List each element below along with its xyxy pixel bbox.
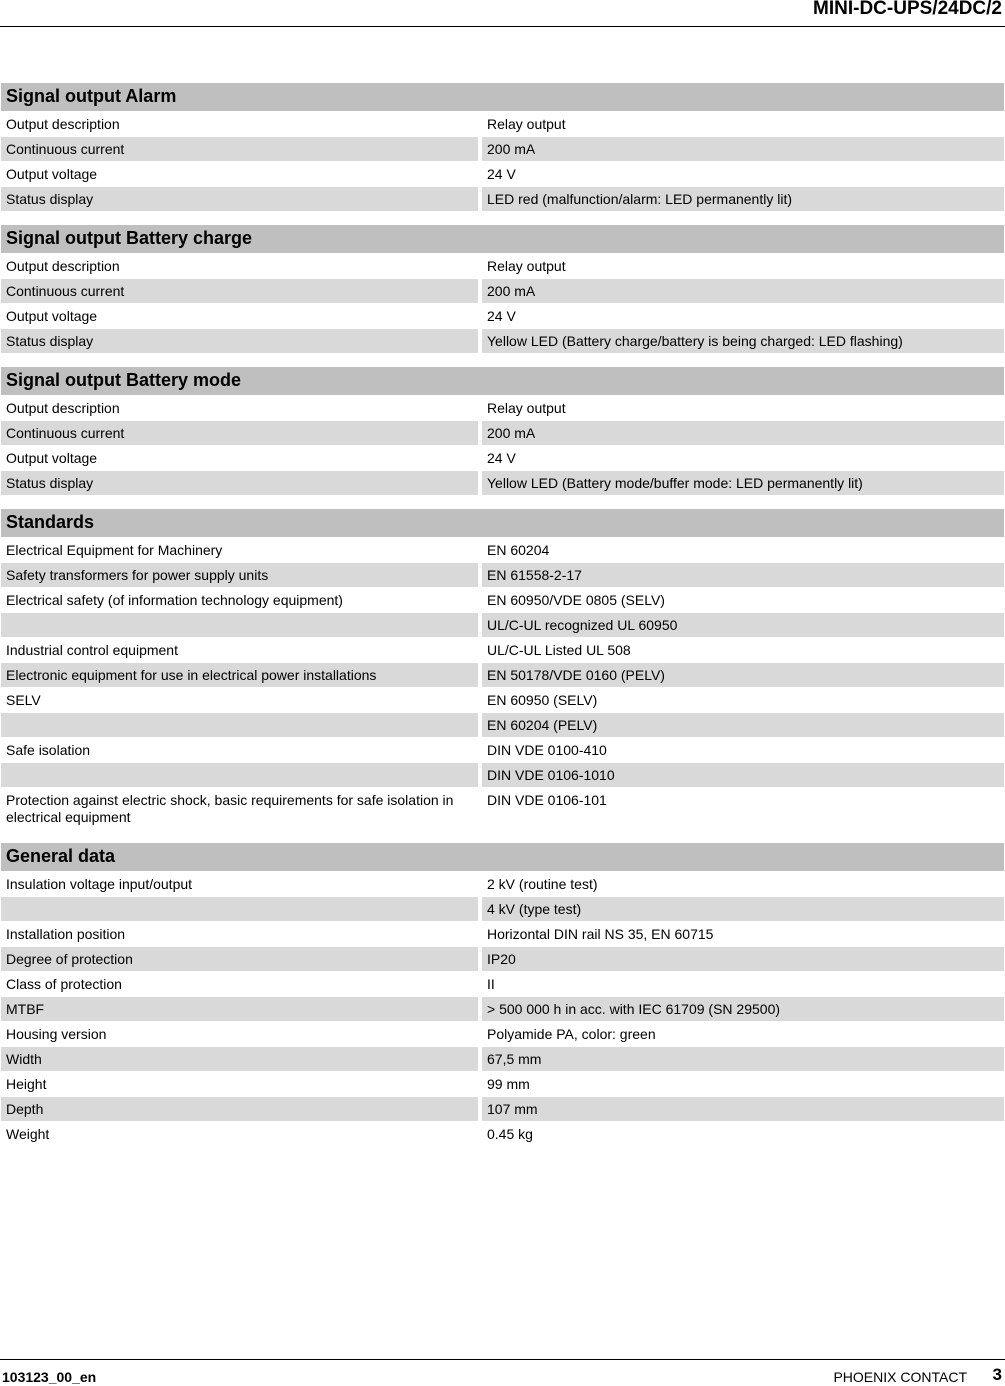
property-value: 0.45 kg xyxy=(487,1126,533,1142)
property-label: Output voltage xyxy=(6,308,98,324)
table-row xyxy=(1,471,1004,495)
table-row xyxy=(1,613,1004,637)
property-label: Status display xyxy=(1,187,478,211)
property-value: 200 mA xyxy=(482,279,1004,303)
table-row xyxy=(1,421,1004,445)
section-title: Signal output Alarm xyxy=(1,83,1004,111)
page-header xyxy=(0,0,1005,27)
property-value: 4 kV (type test) xyxy=(482,897,1004,921)
table-row xyxy=(1,1122,1004,1146)
table-row xyxy=(1,329,1004,353)
property-label: Class of protection xyxy=(6,976,122,992)
table-row xyxy=(1,396,1004,420)
table-row xyxy=(1,922,1004,946)
section xyxy=(1,367,1004,495)
property-value: > 500 000 h in acc. with IEC 61709 (SN 29500) xyxy=(482,997,1004,1021)
table-row xyxy=(1,538,1004,562)
property-value: DIN VDE 0106-101 xyxy=(487,792,607,808)
property-label: Depth xyxy=(1,1097,478,1121)
section-title: Signal output Battery mode xyxy=(1,367,1004,395)
property-label: Installation position xyxy=(6,926,126,942)
property-label: Weight xyxy=(6,1126,50,1142)
property-label xyxy=(1,763,478,787)
property-value: EN 61558-2-17 xyxy=(482,563,1004,587)
property-label: Safe isolation xyxy=(6,742,91,758)
property-label: SELV xyxy=(6,692,41,708)
property-label: Continuous current xyxy=(1,279,478,303)
property-label: Degree of protection xyxy=(1,947,478,971)
property-label: Electrical Equipment for Machinery xyxy=(6,542,223,558)
property-label: Electronic equipment for use in electrical power installations xyxy=(1,663,478,687)
document-number: 103123_00_en xyxy=(2,1369,97,1385)
table-row xyxy=(1,137,1004,161)
property-value: EN 60950/VDE 0805 (SELV) xyxy=(487,592,665,608)
table-row xyxy=(1,1072,1004,1096)
property-value: EN 60204 (PELV) xyxy=(482,713,1004,737)
property-value: DIN VDE 0106-1010 xyxy=(482,763,1004,787)
property-value: 24 V xyxy=(487,166,516,182)
property-label: Output voltage xyxy=(6,166,98,182)
property-value: Yellow LED (Battery charge/battery is being charged: LED flashing) xyxy=(482,329,1004,353)
table-row xyxy=(1,563,1004,587)
property-value: 99 mm xyxy=(487,1076,530,1092)
property-label: Output description xyxy=(6,400,120,416)
property-value: Relay output xyxy=(487,400,566,416)
company-name: PHOENIX CONTACT xyxy=(833,1369,967,1385)
property-label xyxy=(1,613,478,637)
property-value: 107 mm xyxy=(482,1097,1004,1121)
section xyxy=(1,225,1004,353)
property-value: 67,5 mm xyxy=(482,1047,1004,1071)
property-label: Continuous current xyxy=(1,421,478,445)
table-row xyxy=(1,947,1004,971)
page-number: 3 xyxy=(992,1365,1002,1384)
property-label: Electrical safety (of information technology equipment) xyxy=(6,592,343,608)
section xyxy=(1,843,1004,1146)
table-row xyxy=(1,446,1004,470)
table-row xyxy=(1,304,1004,328)
table-row xyxy=(1,663,1004,687)
property-label: Status display xyxy=(1,329,478,353)
property-label: Safety transformers for power supply units xyxy=(1,563,478,587)
property-label xyxy=(1,713,478,737)
property-value: EN 50178/VDE 0160 (PELV) xyxy=(482,663,1004,687)
table-row xyxy=(1,279,1004,303)
table-row xyxy=(1,788,1004,829)
property-label: Height xyxy=(6,1076,47,1092)
section-title: General data xyxy=(1,843,1004,871)
property-value: Relay output xyxy=(487,258,566,274)
table-row xyxy=(1,997,1004,1021)
property-label: Continuous current xyxy=(1,137,478,161)
table-row xyxy=(1,162,1004,186)
table-row xyxy=(1,713,1004,737)
property-label: Output voltage xyxy=(6,450,98,466)
property-label: Output description xyxy=(6,116,120,132)
section xyxy=(1,83,1004,211)
property-value: Relay output xyxy=(487,116,566,132)
property-value: 200 mA xyxy=(482,137,1004,161)
table-row xyxy=(1,1022,1004,1046)
property-label: Housing version xyxy=(6,1026,107,1042)
table-row xyxy=(1,187,1004,211)
property-value: IP20 xyxy=(482,947,1004,971)
property-label: Industrial control equipment xyxy=(6,642,178,658)
property-value: EN 60950 (SELV) xyxy=(487,692,598,708)
property-value: Horizontal DIN rail NS 35, EN 60715 xyxy=(487,926,714,942)
property-value: 24 V xyxy=(487,308,516,324)
datasheet-content xyxy=(1,83,1004,1160)
section xyxy=(1,509,1004,829)
table-row xyxy=(1,688,1004,712)
property-label xyxy=(1,897,478,921)
section-title: Standards xyxy=(1,509,1004,537)
table-row xyxy=(1,638,1004,662)
property-value: Yellow LED (Battery mode/buffer mode: LED permanently lit) xyxy=(482,471,1004,495)
section-title: Signal output Battery charge xyxy=(1,225,1004,253)
table-row xyxy=(1,872,1004,896)
table-row xyxy=(1,897,1004,921)
property-label: Insulation voltage input/output xyxy=(6,876,193,892)
property-label: MTBF xyxy=(1,997,478,1021)
property-value: LED red (malfunction/alarm: LED permanently lit) xyxy=(482,187,1004,211)
table-row xyxy=(1,972,1004,996)
property-label: Protection against electric shock, basic requirements for safe isolation in electrical equipment xyxy=(6,792,454,825)
property-value: Polyamide PA, color: green xyxy=(487,1026,656,1042)
property-value: UL/C-UL recognized UL 60950 xyxy=(482,613,1004,637)
document-title: MINI-DC-UPS/24DC/2 xyxy=(813,0,1002,19)
table-row xyxy=(1,738,1004,762)
table-row xyxy=(1,763,1004,787)
property-value: 2 kV (routine test) xyxy=(487,876,598,892)
page-footer xyxy=(0,1359,1005,1386)
table-row xyxy=(1,1097,1004,1121)
property-value: UL/C-UL Listed UL 508 xyxy=(487,642,631,658)
table-row xyxy=(1,588,1004,612)
property-value: EN 60204 xyxy=(487,542,550,558)
property-value: DIN VDE 0100-410 xyxy=(487,742,607,758)
property-label: Output description xyxy=(6,258,120,274)
property-label: Width xyxy=(1,1047,478,1071)
table-row xyxy=(1,254,1004,278)
property-value: 24 V xyxy=(487,450,516,466)
table-row xyxy=(1,112,1004,136)
property-value: II xyxy=(487,976,495,992)
property-value: 200 mA xyxy=(482,421,1004,445)
property-label: Status display xyxy=(1,471,478,495)
table-row xyxy=(1,1047,1004,1071)
